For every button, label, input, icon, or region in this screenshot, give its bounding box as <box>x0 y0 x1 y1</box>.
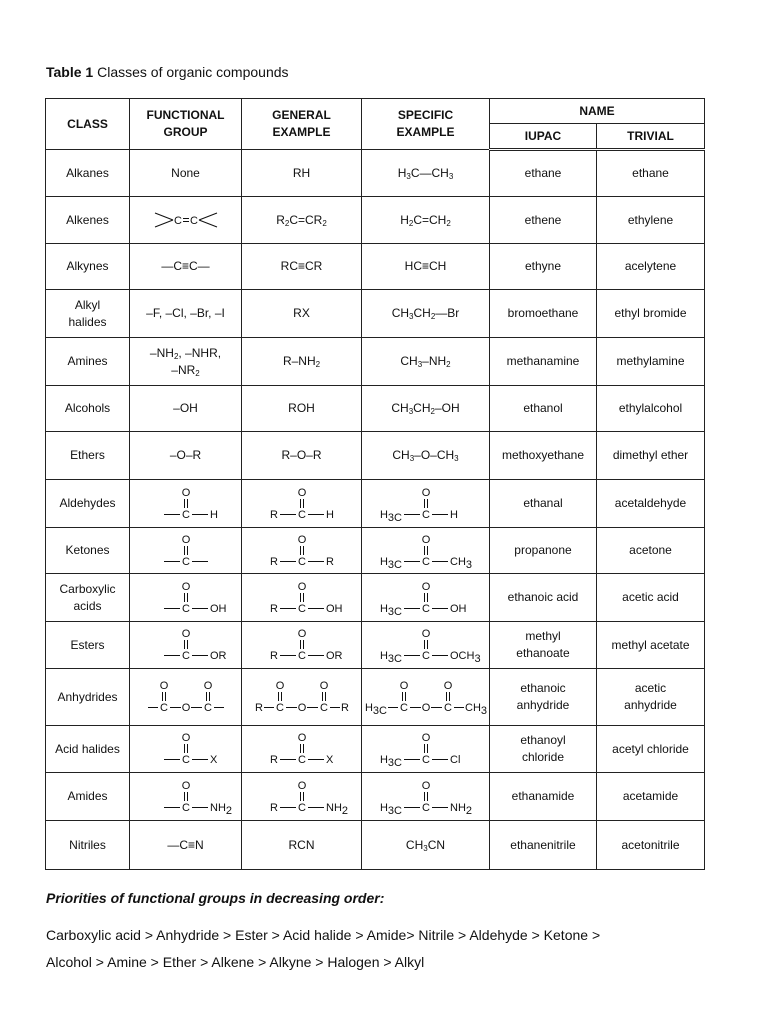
header-functional-group: FUNCTIONAL GROUP <box>130 99 242 150</box>
priorities-text <box>46 922 686 976</box>
svg-text:Cl: Cl <box>449 754 460 766</box>
table-caption <box>46 64 289 80</box>
cell-trivial: acetic anhydride <box>597 669 705 726</box>
svg-text:R: R <box>269 754 278 766</box>
cell-iupac: ethyne <box>490 244 597 290</box>
cell-trivial: acetamide <box>597 773 705 821</box>
cell-iupac: ethanoic anhydride <box>490 669 597 726</box>
cell-iupac: ethene <box>490 197 597 244</box>
svg-text:C: C <box>203 702 212 714</box>
cell-functional-group: —C≡C— <box>130 244 242 290</box>
cell-general-example <box>242 480 362 528</box>
svg-text:O: O <box>421 779 430 792</box>
cell-functional-group: –OH <box>130 386 242 432</box>
cell-general-example <box>242 669 362 726</box>
svg-text:OCH3: OCH3 <box>449 650 481 665</box>
svg-text:CH3: CH3 <box>465 702 488 717</box>
svg-text:OR: OR <box>325 650 342 662</box>
svg-text:C: C <box>400 702 408 714</box>
svg-text:C: C <box>181 650 190 662</box>
svg-text:C: C <box>159 702 168 714</box>
cell-trivial: acetone <box>597 528 705 574</box>
svg-text:O: O <box>297 486 306 499</box>
cell-trivial: methyl acetate <box>597 622 705 669</box>
cell-functional-group <box>130 197 242 244</box>
svg-text:H3C: H3C <box>379 508 402 524</box>
cell-class: Amides <box>46 773 130 821</box>
table-row <box>46 432 705 480</box>
cell-general-example <box>242 528 362 574</box>
svg-text:C: C <box>444 702 452 714</box>
cell-trivial: ethane <box>597 150 705 197</box>
cell-class: Amines <box>46 338 130 386</box>
cell-class: Alkynes <box>46 244 130 290</box>
priorities-line-1: Carboxylic acid > Anhydride > Ester > Acid halide > Amide> Nitrile > Aldehyde > Ketone > <box>46 927 601 943</box>
cell-iupac: ethanol <box>490 386 597 432</box>
svg-text:O: O <box>319 680 328 692</box>
cell-functional-group <box>130 528 242 574</box>
svg-text:C: C <box>275 702 284 714</box>
cell-iupac: methoxyethane <box>490 432 597 480</box>
svg-text:R: R <box>269 555 278 568</box>
svg-text:C: C <box>297 555 306 568</box>
table-row <box>46 386 705 432</box>
table-row <box>46 821 705 870</box>
table-row <box>46 338 705 386</box>
table-caption-text: Classes of organic compounds <box>97 64 289 80</box>
cell-specific-example <box>362 669 490 726</box>
cell-functional-group: $-NH_2$, –NHR, $-NR_2$ <box>130 338 242 386</box>
svg-text:C: C <box>297 508 306 521</box>
svg-text:C: C <box>297 602 306 615</box>
cell-general-example: $R_2C=CR_2$ <box>242 197 362 244</box>
cell-class: Nitriles <box>46 821 130 870</box>
table-row <box>46 480 705 528</box>
table-row <box>46 150 705 197</box>
svg-text:C: C <box>297 801 306 814</box>
cell-trivial: acetic acid <box>597 574 705 622</box>
svg-text:C: C <box>181 508 190 521</box>
cell-specific-example: $CH_3-NH_2$ <box>362 338 490 386</box>
svg-text:O: O <box>297 533 306 546</box>
cell-class: Alkyl halides <box>46 290 130 338</box>
cell-general-example: RH <box>242 150 362 197</box>
svg-text:R: R <box>254 702 263 714</box>
cell-trivial: ethylene <box>597 197 705 244</box>
cell-functional-group: None <box>130 150 242 197</box>
cell-iupac: ethane <box>490 150 597 197</box>
cell-general-example <box>242 622 362 669</box>
cell-general-example: RC≡CR <box>242 244 362 290</box>
cell-functional-group <box>130 773 242 821</box>
svg-text:O: O <box>181 533 190 546</box>
svg-text:OH: OH <box>449 602 466 615</box>
cell-trivial: dimethyl ether <box>597 432 705 480</box>
cell-iupac: ethanoic acid <box>490 574 597 622</box>
cell-trivial: ethyl bromide <box>597 290 705 338</box>
cell-specific-example <box>362 622 490 669</box>
cell-trivial: acetyl chloride <box>597 726 705 773</box>
svg-text:O: O <box>297 779 306 792</box>
svg-text:C: C <box>421 602 430 615</box>
cell-specific-example <box>362 528 490 574</box>
cell-iupac: methanamine <box>490 338 597 386</box>
svg-text:C: C <box>189 215 198 227</box>
svg-text:O: O <box>181 732 190 744</box>
header-name: NAME <box>490 99 705 124</box>
svg-text:O: O <box>399 680 409 692</box>
svg-text:H3C: H3C <box>379 602 402 618</box>
cell-specific-example: $CH_3CH_2-OH$ <box>362 386 490 432</box>
table-row <box>46 622 705 669</box>
svg-text:H3C: H3C <box>379 754 402 769</box>
svg-text:C: C <box>297 650 306 662</box>
cell-iupac: ethanal <box>490 480 597 528</box>
svg-text:O: O <box>181 779 190 792</box>
svg-text:C: C <box>421 650 430 662</box>
cell-functional-group: –O–R <box>130 432 242 480</box>
cell-functional-group <box>130 669 242 726</box>
svg-text:OH: OH <box>209 602 226 615</box>
svg-text:O: O <box>159 680 168 692</box>
table-row <box>46 528 705 574</box>
svg-text:C: C <box>181 801 190 814</box>
cell-specific-example <box>362 726 490 773</box>
cell-general-example: RX <box>242 290 362 338</box>
cell-class: Alkanes <box>46 150 130 197</box>
priorities-line-2: Alcohol > Amine > Ether > Alkene > Alkyne > Halogen > Alkyl <box>46 954 425 970</box>
header-trivial: TRIVIAL <box>597 124 705 150</box>
cell-class: Esters <box>46 622 130 669</box>
svg-text:NH2: NH2 <box>449 801 472 817</box>
table-row <box>46 726 705 773</box>
svg-text:C: C <box>181 602 190 615</box>
header-class: CLASS <box>46 99 130 150</box>
header-general-example: GENERAL EXAMPLE <box>242 99 362 150</box>
svg-text:H: H <box>209 508 218 521</box>
cell-specific-example: HC≡CH <box>362 244 490 290</box>
cell-iupac: ethanenitrile <box>490 821 597 870</box>
svg-text:R: R <box>269 602 278 615</box>
cell-general-example <box>242 574 362 622</box>
svg-text:O: O <box>275 680 284 692</box>
svg-text:O: O <box>297 628 306 640</box>
cell-trivial: acetaldehyde <box>597 480 705 528</box>
svg-text:O: O <box>181 580 190 593</box>
cell-specific-example: $CH_3CH_2—Br$ <box>362 290 490 338</box>
svg-text:C: C <box>181 754 190 766</box>
cell-functional-group <box>130 726 242 773</box>
svg-text:C: C <box>297 754 306 766</box>
svg-text:H3C: H3C <box>379 650 402 665</box>
cell-general-example <box>242 726 362 773</box>
cell-trivial: ethylalcohol <box>597 386 705 432</box>
svg-text:C: C <box>421 754 430 766</box>
table-row <box>46 574 705 622</box>
cell-class: Acid halides <box>46 726 130 773</box>
cell-class: Ethers <box>46 432 130 480</box>
svg-text:R: R <box>269 801 278 814</box>
cell-class: Aldehydes <box>46 480 130 528</box>
svg-text:H: H <box>325 508 334 521</box>
header-specific-example: SPECIFIC EXAMPLE <box>362 99 490 150</box>
cell-specific-example: $H_2C=CH_2$ <box>362 197 490 244</box>
cell-functional-group: –F, –Cl, –Br, –I <box>130 290 242 338</box>
svg-text:O: O <box>443 680 453 692</box>
svg-text:O: O <box>181 628 190 640</box>
cell-functional-group <box>130 480 242 528</box>
svg-text:C: C <box>319 702 328 714</box>
cell-specific-example <box>362 574 490 622</box>
cell-specific-example <box>362 773 490 821</box>
svg-text:C: C <box>421 508 430 521</box>
svg-text:O: O <box>297 580 306 593</box>
svg-text:O: O <box>421 732 430 744</box>
cell-general-example: $R-NH_2$ <box>242 338 362 386</box>
svg-text:NH2: NH2 <box>325 801 348 817</box>
cell-specific-example: $CH_3-O-CH_3$ <box>362 432 490 480</box>
svg-text:R: R <box>325 555 334 568</box>
svg-text:R: R <box>340 702 349 714</box>
table-row <box>46 290 705 338</box>
svg-text:OR: OR <box>209 650 226 662</box>
svg-text:C: C <box>421 801 430 814</box>
compound-classes-table <box>45 98 705 870</box>
cell-general-example: R–O–R <box>242 432 362 480</box>
cell-class: Ketones <box>46 528 130 574</box>
table-row <box>46 669 705 726</box>
table-label: Table 1 <box>46 64 94 80</box>
svg-text:C: C <box>173 215 182 227</box>
cell-class: Carboxylic acids <box>46 574 130 622</box>
svg-text:H3C: H3C <box>379 555 402 571</box>
svg-text:O: O <box>297 702 306 714</box>
cell-general-example: RCN <box>242 821 362 870</box>
svg-text:O: O <box>181 702 190 714</box>
cell-iupac: bromoethane <box>490 290 597 338</box>
table-row <box>46 244 705 290</box>
svg-text:H: H <box>449 508 458 521</box>
cell-functional-group <box>130 574 242 622</box>
table-row <box>46 773 705 821</box>
svg-text:O: O <box>421 628 430 640</box>
svg-text:R: R <box>269 650 278 662</box>
svg-text:CH3: CH3 <box>449 555 472 571</box>
header-iupac: IUPAC <box>490 124 597 150</box>
cell-general-example: ROH <box>242 386 362 432</box>
svg-text:O: O <box>421 486 430 499</box>
svg-text:X: X <box>209 754 217 766</box>
cell-specific-example: $H_3C—CH_3$ <box>362 150 490 197</box>
cell-iupac: ethanamide <box>490 773 597 821</box>
cell-functional-group: —C≡N <box>130 821 242 870</box>
svg-text:H3C: H3C <box>379 801 402 817</box>
cell-iupac: propanone <box>490 528 597 574</box>
cell-class: Alkenes <box>46 197 130 244</box>
cell-iupac: methyl ethanoate <box>490 622 597 669</box>
cell-general-example <box>242 773 362 821</box>
svg-text:X: X <box>325 754 333 766</box>
svg-text:NH2: NH2 <box>209 801 232 817</box>
cell-trivial: methylamine <box>597 338 705 386</box>
svg-text:O: O <box>203 680 212 692</box>
cell-specific-example <box>362 480 490 528</box>
table-row <box>46 197 705 244</box>
svg-text:O: O <box>181 486 190 499</box>
svg-text:OH: OH <box>325 602 342 615</box>
svg-text:H3C: H3C <box>364 702 387 717</box>
svg-text:C: C <box>421 555 430 568</box>
cell-class: Alcohols <box>46 386 130 432</box>
svg-text:R: R <box>269 508 278 521</box>
cell-class: Anhydrides <box>46 669 130 726</box>
table-body <box>46 150 705 870</box>
priorities-title: Priorities of functional groups in decreasing order: <box>46 890 385 906</box>
cell-trivial: acetonitrile <box>597 821 705 870</box>
cell-trivial: acelytene <box>597 244 705 290</box>
svg-text:O: O <box>421 702 431 714</box>
cell-specific-example: $CH_3CN$ <box>362 821 490 870</box>
cell-iupac: ethanoyl chloride <box>490 726 597 773</box>
svg-text:O: O <box>421 580 430 593</box>
svg-text:C: C <box>181 555 190 568</box>
cell-functional-group <box>130 622 242 669</box>
svg-text:O: O <box>421 533 430 546</box>
svg-text:O: O <box>297 732 306 744</box>
